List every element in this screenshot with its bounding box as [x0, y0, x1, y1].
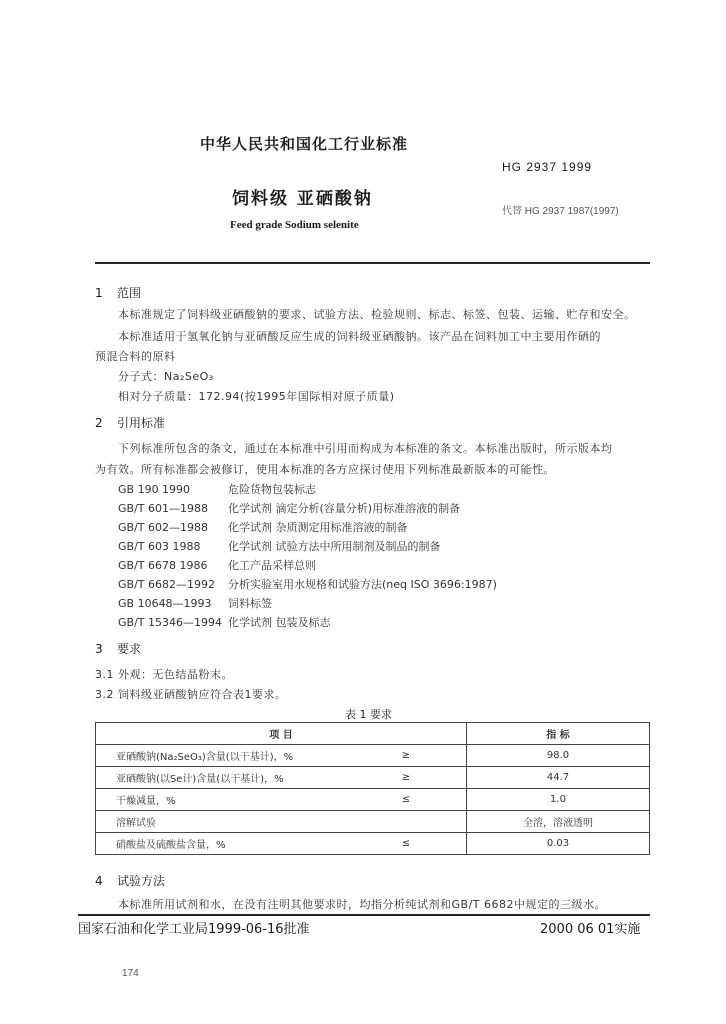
reference-item	[118, 557, 316, 573]
reference-code: GB/T 603 1988	[118, 540, 201, 553]
scope-paragraph: 本标准规定了饲料级亚硒酸钠的要求、试验方法、检验规则、标志、标签、包装、运输、贮存和安全。	[118, 308, 636, 321]
scope-paragraph: 本标准适用于氢氧化钠与亚硒酸反应生成的饲料级亚硒酸钠。该产品在饲料加工中主要用作硒的	[118, 330, 601, 343]
reference-name: 化学试剂 试验方法中所用制剂及制品的制备	[228, 540, 441, 553]
refs-intro: 下列标准所包含的条文，通过在本标准中引用而构成为本标准的条文。本标准出版时，所示版本均	[118, 442, 613, 455]
methods-paragraph: 本标准所用试剂和水，在没有注明其他要求时，均指分析纯试剂和GB/T 6682中规定的三级水。	[118, 898, 606, 911]
reference-item	[118, 481, 316, 497]
effective-date: 2000 06 01实施	[540, 922, 641, 937]
header-divider	[95, 262, 650, 264]
document-title-en: Feed grade Sodium selenite	[230, 219, 359, 231]
reference-code: GB/T 6678 1986	[118, 559, 208, 572]
approval-line: 国家石油和化学工业局1999-06-16批准	[78, 922, 310, 937]
reference-item	[118, 538, 441, 554]
row-value: 44.7	[467, 767, 650, 789]
reference-item	[118, 614, 331, 630]
row-item: 硝酸盐及硫酸盐含量，%	[96, 833, 347, 855]
reference-name: 化工产品采样总则	[228, 559, 316, 572]
replaces-note: 代替 HG 2937 1987(1997)	[502, 206, 619, 217]
section-title: 引用标准	[117, 416, 166, 430]
reference-name: 化学试剂 包装及标志	[228, 616, 331, 629]
table-row	[96, 789, 650, 811]
section-title: 要求	[117, 642, 142, 656]
section-number: 3	[95, 642, 103, 656]
row-value: 0.03	[467, 833, 650, 855]
row-comparator: ≤	[346, 833, 467, 855]
reference-name: 饲料标签	[228, 597, 272, 610]
reference-code: GB/T 6682—1992	[118, 578, 215, 591]
row-value: 1.0	[467, 789, 650, 811]
section-number: 4	[95, 874, 103, 888]
row-comparator: ≤	[346, 789, 467, 811]
section-title: 范围	[117, 286, 142, 300]
table-row	[96, 833, 650, 855]
row-value: 98.0	[467, 745, 650, 767]
section-1-heading	[95, 284, 141, 301]
document-title: 饲料级 亚硒酸钠	[232, 189, 373, 209]
row-comparator: ≥	[346, 745, 467, 767]
reference-item	[118, 595, 272, 611]
section-2-heading	[95, 414, 165, 431]
row-value: 全溶，溶液透明	[467, 811, 650, 833]
reference-code: GB 190 1990	[118, 483, 191, 496]
table-header-row	[96, 723, 650, 745]
reference-name: 化学试剂 滴定分析(容量分析)用标准溶液的制备	[228, 502, 461, 515]
row-item: 干燥减量，%	[96, 789, 347, 811]
reference-item	[118, 519, 408, 535]
column-header-item: 项 目	[96, 723, 467, 745]
table-row	[96, 767, 650, 789]
row-item: 亚硒酸钠(Na₂SeO₃)含量(以干基计)，%	[96, 745, 347, 767]
reference-item	[118, 576, 497, 592]
reference-code: GB/T 601—1988	[118, 502, 208, 515]
table-row	[96, 745, 650, 767]
row-comparator	[346, 811, 467, 833]
section-number: 2	[95, 416, 103, 430]
requirements-table	[95, 722, 650, 855]
section-title: 试验方法	[117, 874, 166, 888]
requirement-3-1: 3.1 外观：无色结晶粉末。	[95, 668, 233, 681]
molecular-mass: 相对分子质量：172.94(按1995年国际相对原子质量)	[118, 390, 395, 403]
requirement-3-2: 3.2 饲料级亚硒酸钠应符合表1要求。	[95, 688, 287, 701]
reference-code: GB 10648—1993	[118, 597, 212, 610]
refs-intro: 为有效。所有标准都会被修订，使用本标准的各方应探讨使用下列标准最新版本的可能性。	[95, 463, 555, 476]
row-item: 亚硒酸钠(以Se计)含量(以干基计)，%	[96, 767, 347, 789]
scope-paragraph: 预混合料的原料	[95, 350, 176, 363]
table-caption: 表 1 要求	[345, 708, 392, 721]
reference-code: GB/T 15346—1994	[118, 616, 222, 629]
reference-code: GB/T 602—1988	[118, 521, 208, 534]
section-3-heading	[95, 640, 141, 657]
column-header-value: 指 标	[467, 723, 650, 745]
footer-divider	[78, 914, 650, 916]
reference-name: 化学试剂 杂质测定用标准溶液的制备	[228, 521, 408, 534]
standard-number: HG 2937 1999	[502, 160, 593, 174]
org-title: 中华人民共和国化工行业标准	[200, 135, 409, 153]
table-row	[96, 811, 650, 833]
page-number: 174	[122, 968, 139, 979]
molecular-formula: 分子式：Na₂SeO₃	[118, 370, 214, 383]
section-4-heading	[95, 872, 165, 889]
reference-name: 危险货物包装标志	[228, 483, 316, 496]
reference-item	[118, 500, 460, 516]
row-comparator: ≥	[346, 767, 467, 789]
section-number: 1	[95, 286, 103, 300]
row-item: 溶解试验	[96, 811, 347, 833]
reference-name: 分析实验室用水规格和试验方法(neq ISO 3696:1987)	[228, 578, 497, 591]
